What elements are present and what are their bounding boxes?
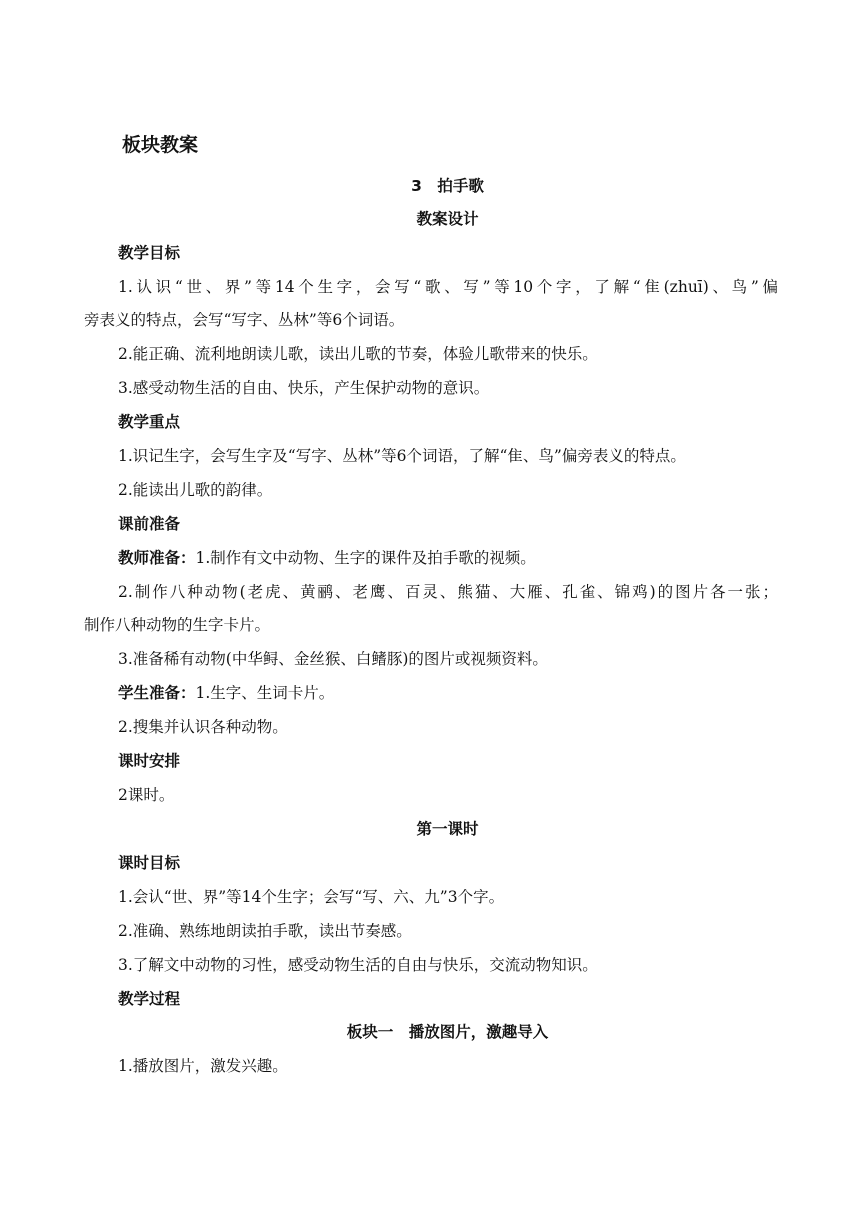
teacher-prep-2-line-2: 制作八种动物的生字卡片。 [84,616,271,634]
block-1-item-1: 1.播放图片，激发兴趣。 [118,1057,288,1075]
goal-1-line-1: 1.认识“世、界”等14个生字，会写“歌、写”等10个字，了解“隹(zhuī)、鸟”偏 [118,278,778,296]
lesson-subtitle: 教案设计 [416,210,479,228]
teacher-prep-1: 1.制作有文中动物、生字的课件及拍手歌的视频。 [195,549,536,567]
process-heading: 教学过程 [118,990,181,1008]
block-1-title: 板块一 播放图片，激趣导入 [346,1023,549,1041]
lesson-title: 3 拍手歌 [411,177,484,195]
goal-3: 3.感受动物生活的自由、快乐，产生保护动物的意识。 [118,379,490,397]
key-point-2: 2.能读出儿歌的韵律。 [118,481,273,499]
schedule-text: 2课时。 [118,786,175,804]
period-goals-heading: 课时目标 [118,854,181,872]
teacher-prep-2-line-1: 2.制作八种动物(老虎、黄鹂、老鹰、百灵、熊猫、大雁、孔雀、锦鸡)的图片各一张； [118,583,778,601]
teacher-prep-3: 3.准备稀有动物(中华鲟、金丝猴、白鳍豚)的图片或视频资料。 [118,650,548,668]
period-goal-2: 2.准确、熟练地朗读拍手歌，读出节奏感。 [118,922,412,940]
student-prep-1-line [118,682,334,704]
key-point-1: 1.识记生字，会写生字及“写字、丛林”等6个词语，了解“隹、鸟”偏旁表义的特点。 [118,447,686,465]
student-prep-label: 学生准备： [118,684,196,702]
key-points-heading: 教学重点 [118,413,181,431]
goal-2: 2.能正确、流利地朗读儿歌，读出儿歌的节奏，体验儿歌带来的快乐。 [118,345,598,363]
schedule-heading: 课时安排 [118,752,181,770]
document-header: 板块教案 [122,134,199,156]
teacher-prep-1-line [118,547,536,569]
goal-1-line-2: 旁表义的特点，会写“写字、丛林”等6个词语。 [84,311,405,329]
period-goal-1: 1.会认“世、界”等14个生字；会写“写、六、九”3个字。 [118,888,505,906]
teacher-prep-label: 教师准备： [118,549,196,567]
period-goal-3: 3.了解文中动物的习性，感受动物生活的自由与快乐，交流动物知识。 [118,956,598,974]
period-title: 第一课时 [416,820,479,838]
student-prep-2: 2.搜集并认识各种动物。 [118,718,288,736]
goals-heading: 教学目标 [118,244,181,262]
student-prep-1: 1.生字、生词卡片。 [195,684,335,702]
prep-heading: 课前准备 [118,515,181,533]
